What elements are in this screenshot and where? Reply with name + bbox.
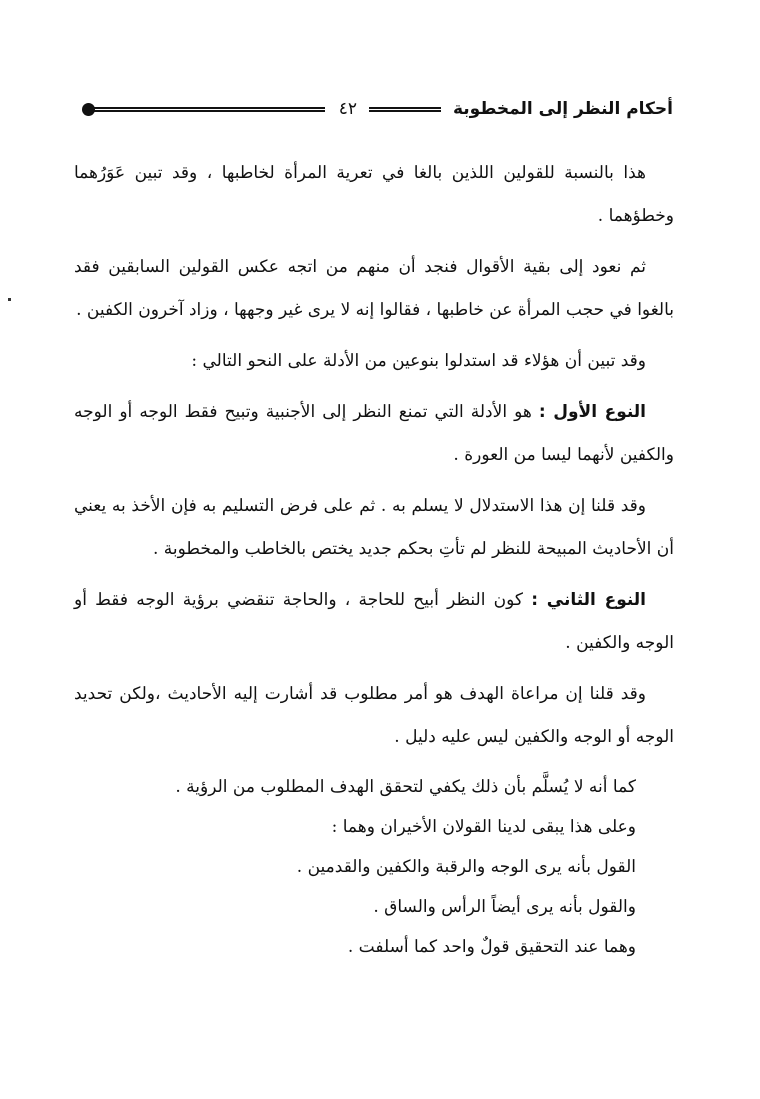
page-number: ٤٢ [338,99,357,119]
line-4: والقول بأنه يرى أيضاً الرأس والساق . [373,897,636,917]
paragraph-1: هذا بالنسبة للقولين اللذين بالغا في تعرية المرأة لخاطبها ، وقد تبين عَوَرُهما وخطؤهما . [74,163,674,226]
paragraph-second-type [74,579,674,665]
running-header [88,92,673,126]
paragraph-2: ثم نعود إلى بقية الأقوال فنجد أن منهم من اتجه عكس القولين السابقين فقد بالغوا في حجب المرأة عن خاطبها ، فقالوا إنه لا يرى غير وجهها ، وزاد آخرون الكفين . [74,257,674,320]
paragraph-5: وقد قلنا إن هذا الاستدلال لا يسلم به . ثم على فرض التسليم به فإن الأخذ به يعني أن الأحاديث المبيحة للنظر لم تأتِ بحكم جديد يختص بالخاطب والمخطوبة . [74,496,674,559]
page-body [74,152,674,967]
paragraph-first-type [74,391,674,477]
first-type-text: هو الأدلة التي تمنع النظر إلى الأجنبية وتبيح فقط الوجه أو الوجه والكفين لأنهما ليسا من العورة . [74,402,674,465]
header-rule-long [88,107,325,112]
header-title: أحكام النظر إلى المخطوبة [452,99,673,119]
paragraph-3: وقد تبين أن هؤلاء قد استدلوا بنوعين من الأدلة على النحو التالي : [191,351,646,371]
second-type-term: النوع الثاني : [531,590,647,610]
second-type-text: كون النظر أبيح للحاجة ، والحاجة تنقضي برؤية الوجه فقط أو الوجه والكفين . [74,590,674,653]
paragraph-7: وقد قلنا إن مراعاة الهدف هو أمر مطلوب قد أشارت إليه الأحاديث ،ولكن تحديد الوجه أو الوجه والكفين ليس عليه دليل . [74,684,674,747]
header-rule-end-dot [82,103,95,116]
line-3: القول بأنه يرى الوجه والرقبة والكفين والقدمين . [296,857,636,877]
line-5: وهما عند التحقيق قولٌ واحد كما أسلفت . [347,937,636,957]
line-2: وعلى هذا يبقى لدينا القولان الأخيران وهما : [331,817,636,837]
header-rule-short [369,107,441,112]
first-type-term: النوع الأول : [538,402,647,422]
scan-speck [8,298,11,301]
line-1: كما أنه لا يُسلَّم بأن ذلك يكفي لتحقق الهدف المطلوب من الرؤية . [175,777,636,797]
